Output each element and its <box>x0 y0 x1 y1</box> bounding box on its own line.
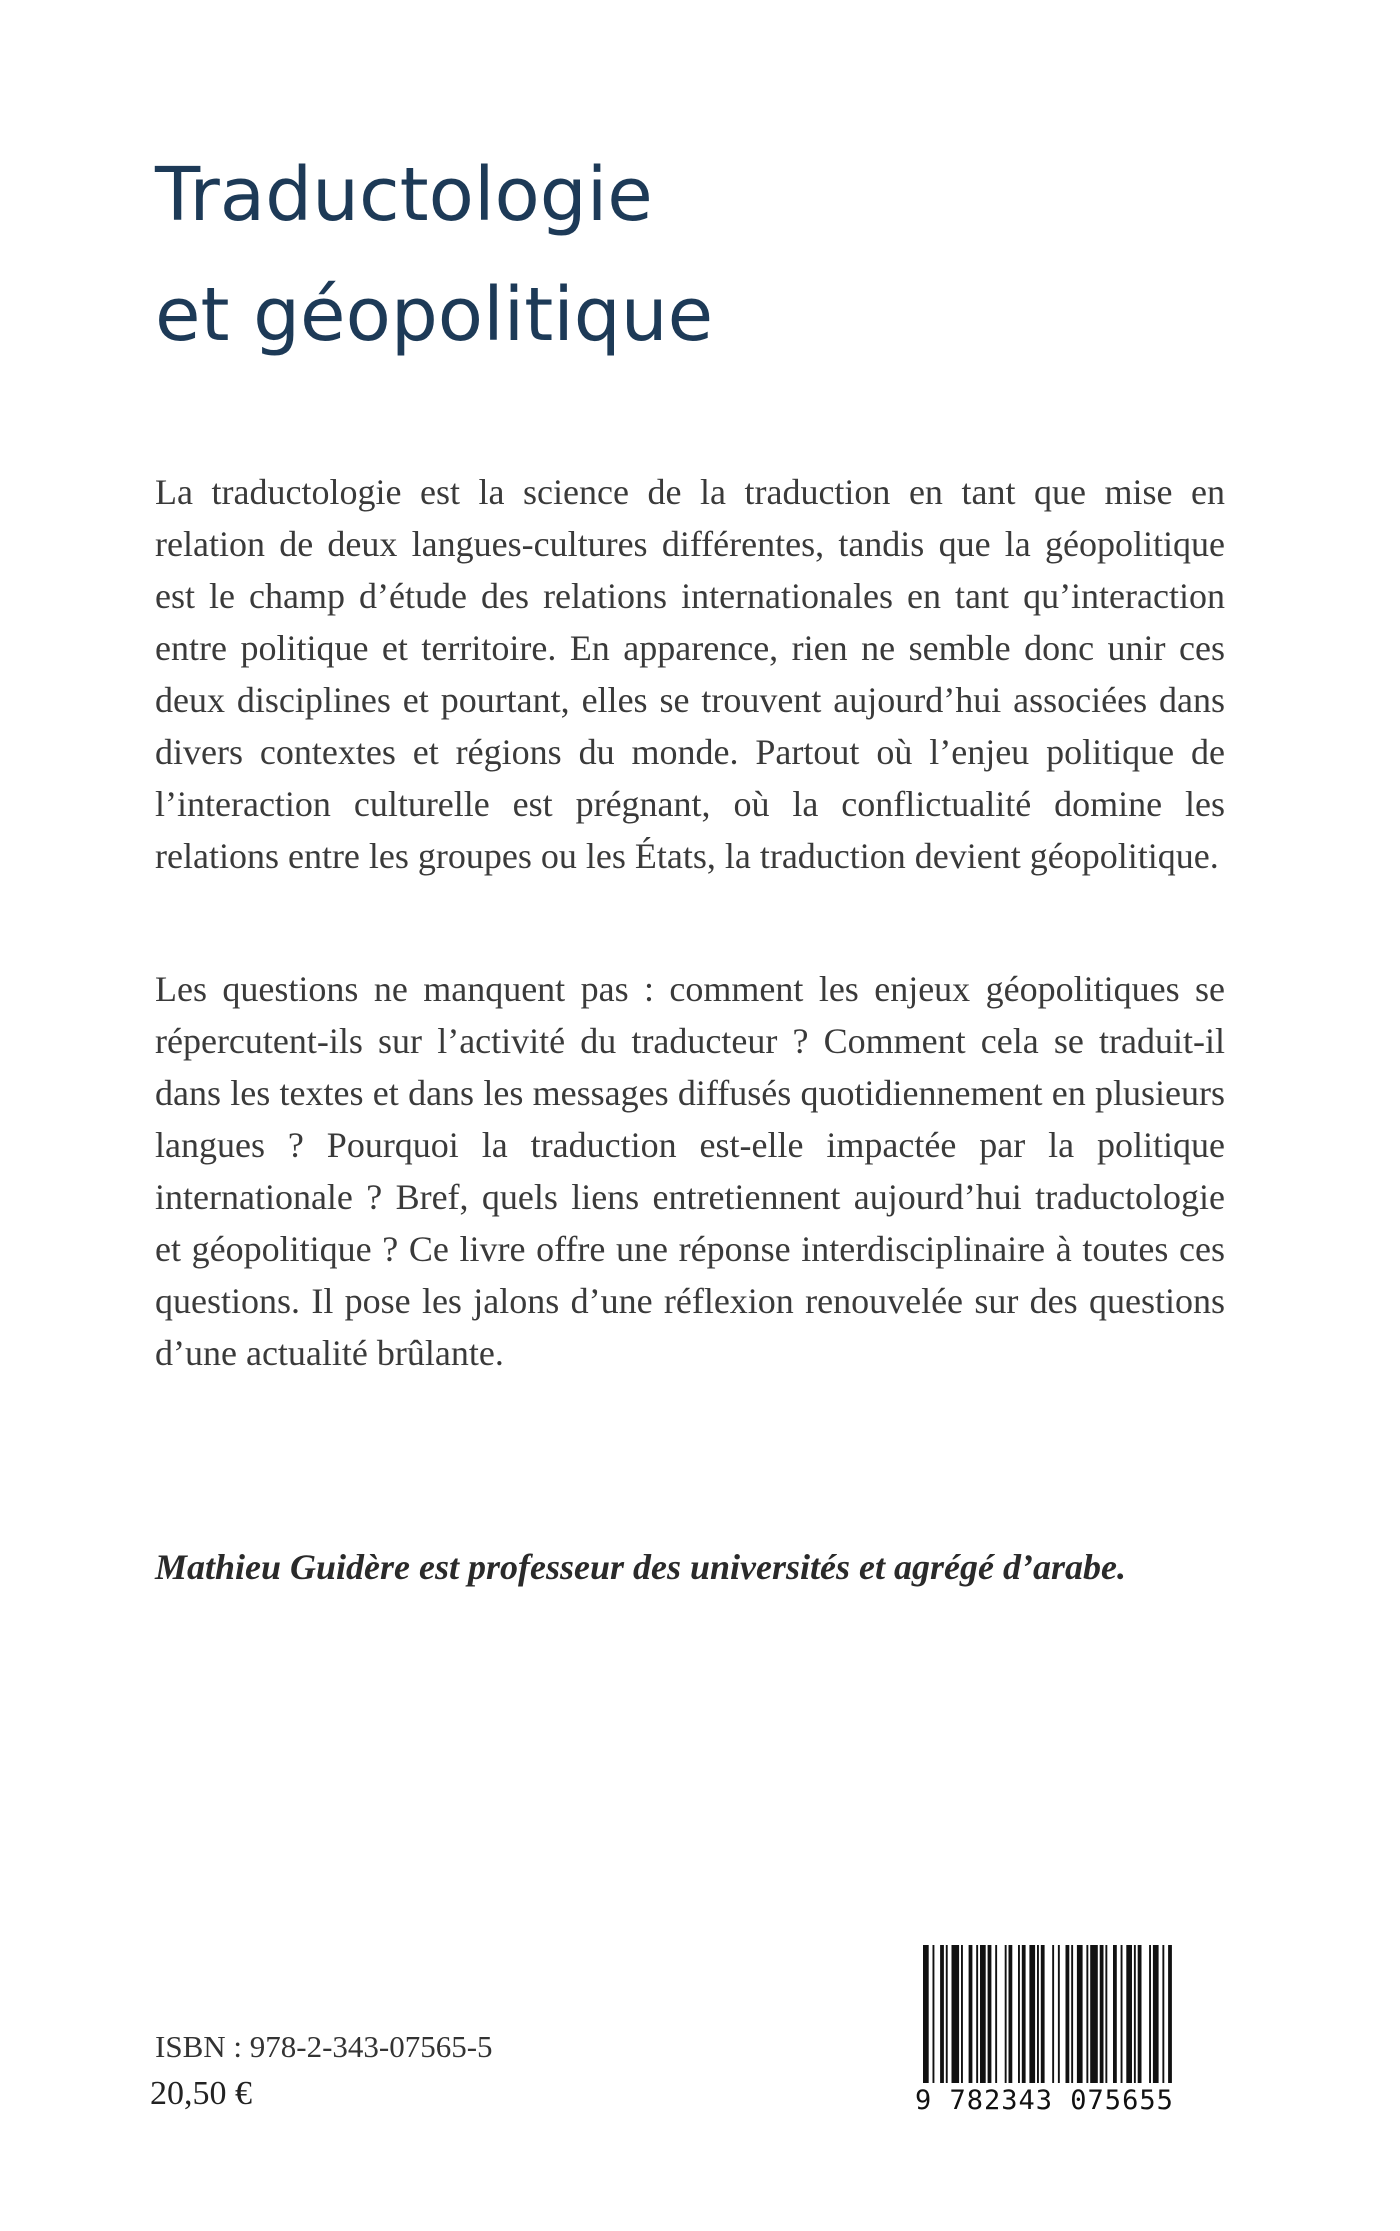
barcode-bars-icon <box>915 1945 1220 2085</box>
barcode <box>915 1945 1220 2120</box>
barcode-digits: 9 782343 075655 <box>915 2083 1220 2119</box>
author-note: Mathieu Guidère est professeur des universités et agrégé d’arabe. <box>155 1547 1126 1587</box>
book-title <box>155 135 713 375</box>
price: 20,50 € <box>150 2075 252 2112</box>
isbn: ISBN : 978-2-343-07565-5 <box>155 2029 493 2064</box>
title-line-1: Traductologie <box>155 152 653 238</box>
title-line-2: et géopolitique <box>155 272 714 358</box>
summary-paragraph-2: Les questions ne manquent pas : comment les enjeux géopolitiques se répercutent-ils sur l’activité du traducteur ? Comment cela se traduit-il dans les textes et dans les messages diffusés quotidiennement en plusieurs langues ? Pourquoi la traduction est-elle impactée par la politique internationale ? Bref, quels liens entretiennent aujourd’hui traductologie et géopolitique ? Ce livre offre une réponse interdisciplinaire à toutes ces questions. Il pose les jalons d’une réflexion renouvelée sur des questions d’une actualité brûlante. <box>155 969 1225 1373</box>
summary-paragraph-1: La traductologie est la science de la traduction en tant que mise en relation de deux langues-cultures différentes, tandis que la géopolitique est le champ d’étude des relations internationales en tant qu’interaction entre politique et territoire. En apparence, rien ne semble donc unir ces deux disciplines et pourtant, elles se trouvent aujourd’hui associées dans divers contextes et régions du monde. Partout où l’enjeu politique de l’interaction culturelle est prégnant, où la conflictualité domine les relations entre les groupes ou les États, la traduction devient géopolitique. <box>155 472 1225 876</box>
